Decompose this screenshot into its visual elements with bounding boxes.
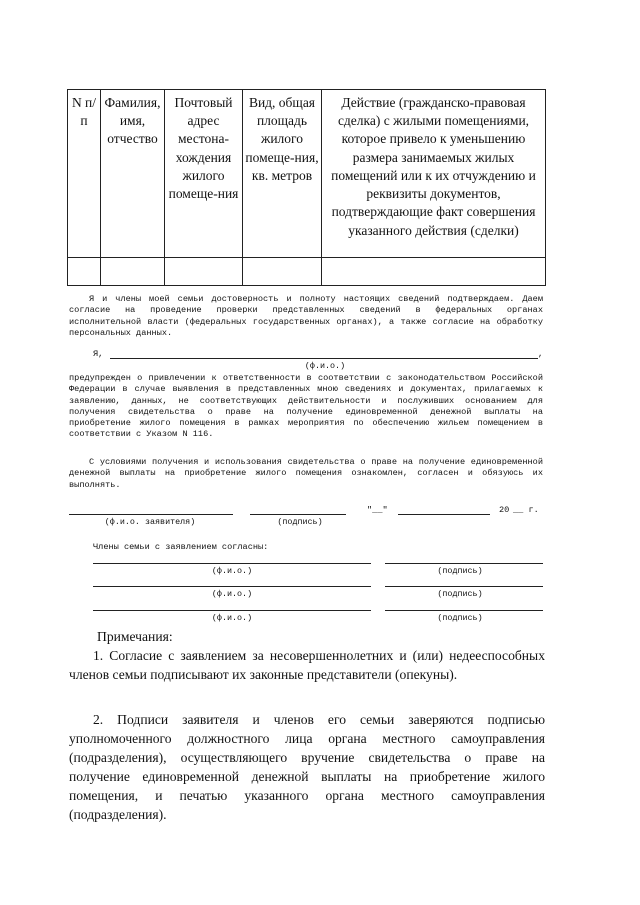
table-row <box>68 258 546 286</box>
conditions-paragraph: С условиями получения и использования свидетельства о праве на получение единовременной денежной выплаты на приобретение жилого помещения ознакомлен, согласен и обязуюсь их выполнять. <box>69 457 543 490</box>
date-day: "__" <box>367 505 388 515</box>
family-fio-caption: (ф.и.о.) <box>211 613 253 623</box>
header-postal-address: Почтовый адрес местона-хождения жилого помеще-ния <box>165 90 243 258</box>
family-sign-line[interactable] <box>385 610 543 611</box>
consent-paragraph: Я и члены моей семьи достоверность и полноту настоящих сведений подтверждаем. Даем согласие на проведение проверки представленных сведений в федеральных органах исполнительной власти (федеральных государственных органах), а также согласие на обработку персональных данных. <box>69 294 543 338</box>
comma: , <box>538 349 544 359</box>
applicant-sign-caption: (подпись) <box>277 517 323 527</box>
table-cell[interactable] <box>243 258 322 286</box>
table-header-row <box>68 90 546 258</box>
family-title: Члены семьи с заявлением согласны: <box>93 542 269 552</box>
family-sign-line[interactable] <box>385 586 543 587</box>
family-sign-caption: (подпись) <box>437 613 483 623</box>
header-transaction: Действие (гражданско-правовая сделка) с жилыми помещениями, которое привело к уменьшению размера занимаемых жилых помещений или к их отчуждению и реквизиты документов, подтверждающие факт совершения указанного действия (сделки) <box>322 90 546 258</box>
header-number: N п/п <box>68 90 101 258</box>
table-cell[interactable] <box>101 258 165 286</box>
applicant-caption: (ф.и.о. заявителя) <box>104 517 196 527</box>
date-month-line[interactable] <box>398 514 490 515</box>
fio-caption: (ф.и.о.) <box>304 361 346 371</box>
table-cell[interactable] <box>165 258 243 286</box>
family-sign-caption: (подпись) <box>437 566 483 576</box>
family-fio-caption: (ф.и.о.) <box>211 566 253 576</box>
housing-table <box>67 89 546 286</box>
date-year-suffix: __ г. <box>513 505 539 515</box>
ya-label: Я, <box>93 349 104 359</box>
warning-paragraph: предупрежден о привлечении к ответственности в соответствии с законодательством Российской Федерации в случае выявления в представленных мною сведениях и документах, прилагаемых к заявлению, данных, не соответствующих действительности и послуживших основанием для получения свидетельства о праве на получение единовременной денежной выплаты на приобретение жилого помещения в рамках мероприятия по обеспечению жильем помещением в соответствии с Указом N 116. <box>69 373 543 440</box>
notes-section <box>69 627 545 684</box>
date-year-prefix: 20 <box>499 505 510 515</box>
family-sign-caption: (подпись) <box>437 589 483 599</box>
table-cell[interactable] <box>322 258 546 286</box>
family-sign-line[interactable] <box>385 563 543 564</box>
header-full-name: Фамилия, имя, отчество <box>101 90 165 258</box>
header-housing-area: Вид, общая площадь жилого помеще-ния, кв. метров <box>243 90 322 258</box>
notes-title: Примечания: <box>97 629 173 644</box>
note-item: 2. Подписи заявителя и членов его семьи заверяются подписью уполномоченного должностного лица органа местного самоуправления (подразделения), осуществляющего вручение свидетельства о праве на получение единовременной денежной выплаты на приобретение жилого помещения, и печатью указанного органа местного самоуправления (подразделения). <box>69 712 545 822</box>
applicant-name-line[interactable] <box>69 514 233 515</box>
family-fio-line[interactable] <box>93 610 371 611</box>
family-fio-line[interactable] <box>93 563 371 564</box>
family-fio-caption: (ф.и.о.) <box>211 589 253 599</box>
table-cell[interactable] <box>68 258 101 286</box>
applicant-sign-line[interactable] <box>250 514 346 515</box>
fio-line[interactable] <box>110 358 538 359</box>
notes-section-2 <box>69 710 545 824</box>
family-fio-line[interactable] <box>93 586 371 587</box>
note-item: 1. Согласие с заявлением за несовершеннолетних и (или) недееспособных членов семьи подписывают их законные представители (опекуны). <box>69 648 545 682</box>
